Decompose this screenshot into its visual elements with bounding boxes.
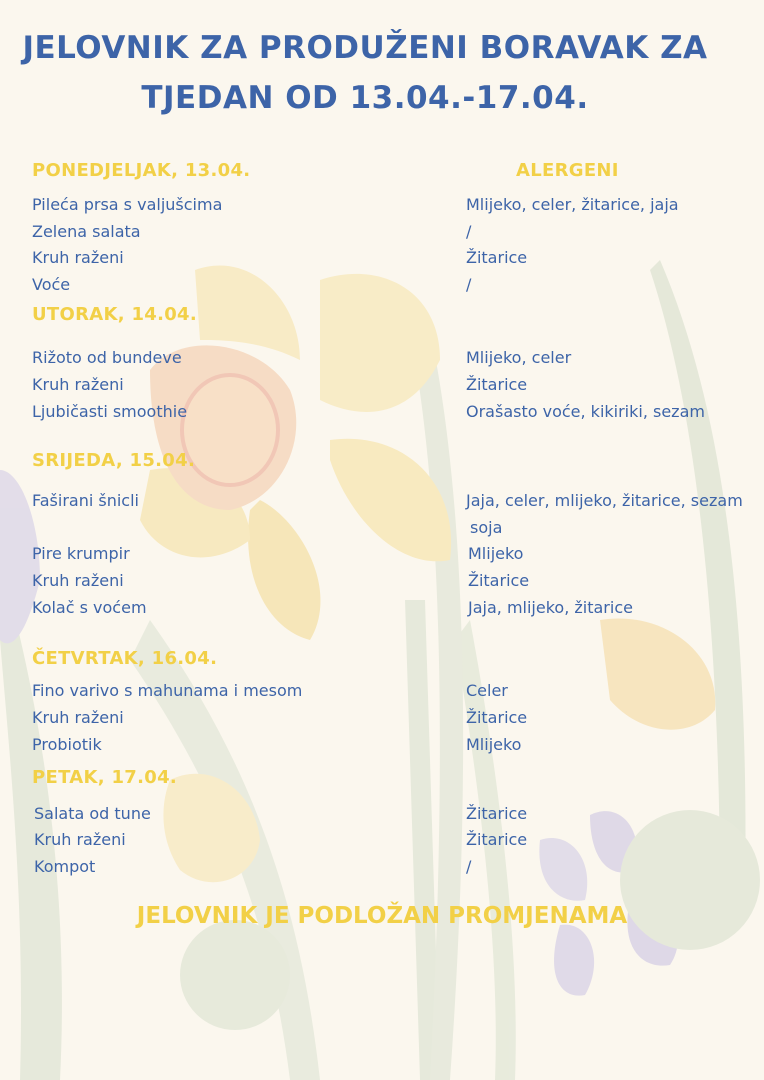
dish: Kompot [34,857,96,876]
dish: Kruh raženi [32,375,124,394]
allergens: Mlijeko, celer, žitarice, jaja [466,195,679,214]
allergens: Jaja, celer, mlijeko, žitarice, sezam [466,491,743,510]
allergens-header: ALERGENI [516,160,619,181]
dish: Pileća prsa s valjušcima [32,195,223,214]
dish: Fino varivo s mahunama i mesom [32,681,303,700]
dish: Kruh raženi [32,708,124,727]
dish: Voće [32,275,71,294]
allergens: Mlijeko [468,544,524,563]
dish: Rižoto od bundeve [32,348,182,367]
allergens: Žitarice [466,708,528,727]
dish: Kruh raženi [34,830,126,849]
dish: Probiotik [32,735,102,754]
allergens: Žitarice [466,804,528,823]
allergens: Celer [466,681,508,700]
page-title-line-1: JELOVNIK ZA PRODUŽENI BORAVAK ZA [22,30,708,66]
dish: Salata od tune [34,804,151,823]
dish: Pire krumpir [32,544,130,563]
allergens-continued: soja [470,518,503,537]
day-heading-wednesday: SRIJEDA, 15.04. [32,450,196,471]
day-heading-friday: PETAK, 17.04. [32,767,178,788]
allergens: / [466,222,472,241]
day-heading-monday: PONEDJELJAK, 13.04. [32,160,251,181]
page-title-line-2: TJEDAN OD 13.04.-17.04. [141,80,589,116]
day-heading-thursday: ČETVRTAK, 16.04. [32,648,218,669]
allergens: / [466,857,472,876]
dish: Zelena salata [32,222,141,241]
allergens: / [466,275,472,294]
allergens: Mlijeko [466,735,522,754]
allergens: Orašasto voće, kikiriki, sezam [466,402,705,421]
dish: Ljubičasti smoothie [32,402,188,421]
allergens: Jaja, mlijeko, žitarice [468,598,633,617]
dish: Kolač s voćem [32,598,147,617]
footer-notice: JELOVNIK JE PODLOŽAN PROMJENAMA [136,903,628,929]
allergens: Žitarice [466,830,528,849]
dish: Faširani šnicli [32,491,139,510]
allergens: Žitarice [468,571,530,590]
dish: Kruh raženi [32,571,124,590]
day-heading-tuesday: UTORAK, 14.04. [32,304,198,325]
dish: Kruh raženi [32,248,124,267]
allergens: Žitarice [466,248,528,267]
allergens: Žitarice [466,375,528,394]
allergens: Mlijeko, celer [466,348,572,367]
